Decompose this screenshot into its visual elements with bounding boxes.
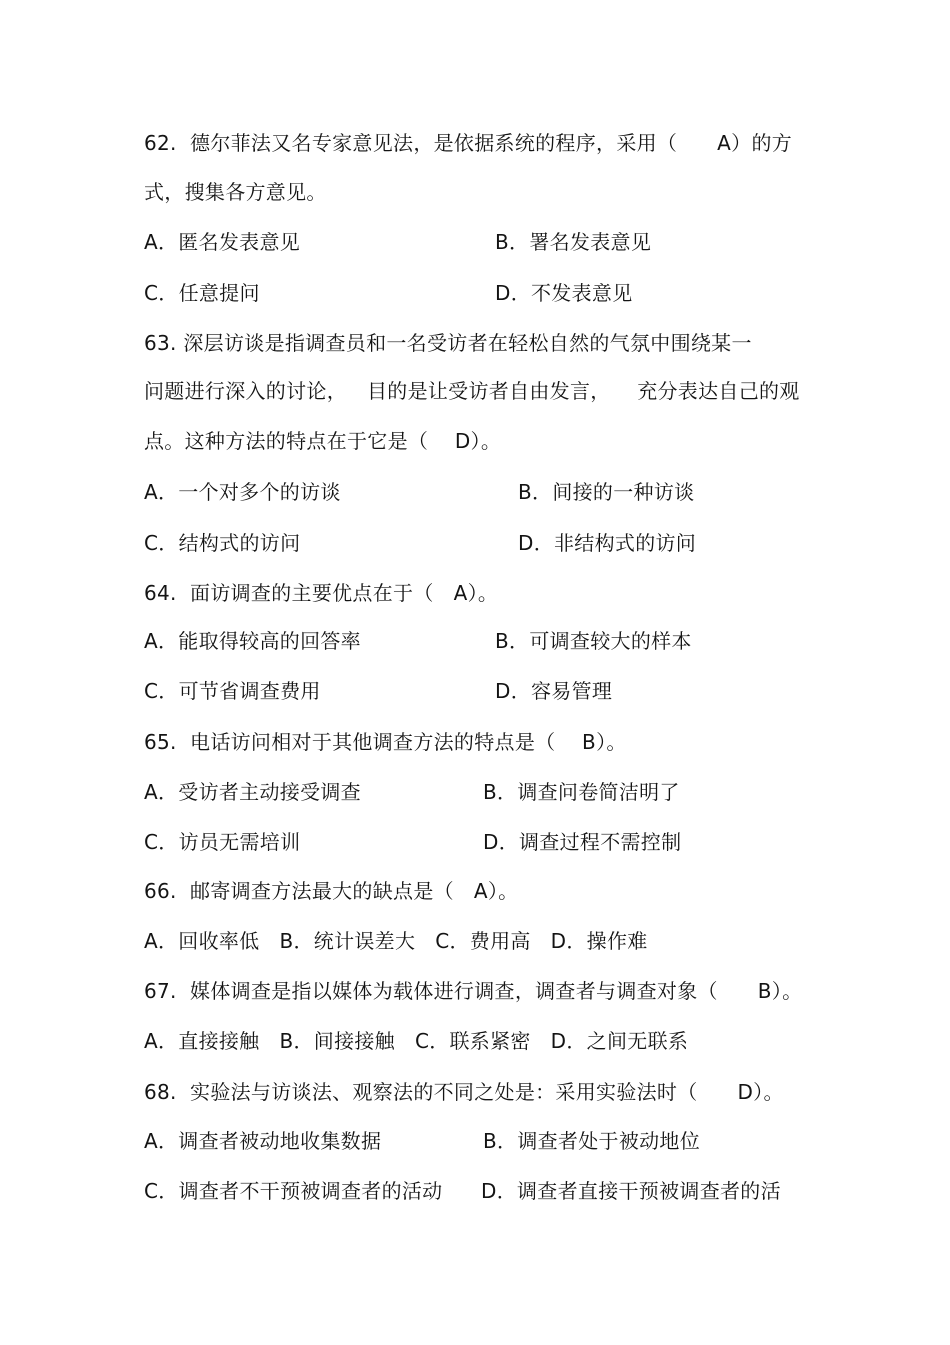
question-64-option-d: D．容易管理 xyxy=(495,679,613,703)
question-65-option-d: D．调查过程不需控制 xyxy=(483,830,682,854)
question-64-line-1: 64. 面访调查的主要优点在于（ A）。 xyxy=(144,581,499,605)
question-63-line-3: 点。这种方法的特点在于它是（ D）。 xyxy=(144,429,502,453)
question-63-option-b: B．间接的一种访谈 xyxy=(518,480,695,504)
question-62-option-d: D．不发表意见 xyxy=(495,281,633,305)
question-65-line-1: 65. 电话访问相对于其他调查方法的特点是（ B）。 xyxy=(144,730,627,754)
question-63-option-c: C．结构式的访问 xyxy=(144,531,301,555)
question-64-option-b: B．可调查较大的样本 xyxy=(495,629,692,653)
question-68-line-1: 68. 实验法与访谈法、观察法的不同之处是：采用实验法时（ D）。 xyxy=(144,1080,784,1104)
question-66-line-1: 66. 邮寄调查方法最大的缺点是（ A）。 xyxy=(144,879,519,903)
question-67-line-1: 67. 媒体调查是指以媒体为载体进行调查，调查者与调查对象（ B）。 xyxy=(144,979,803,1003)
question-62-option-a: A．匿名发表意见 xyxy=(144,230,301,254)
question-65-option-b: B．调查问卷简洁明了 xyxy=(483,780,680,804)
question-63-option-a: A．一个对多个的访谈 xyxy=(144,480,341,504)
question-68-option-a: A．调查者被动地收集数据 xyxy=(144,1129,382,1153)
question-68-option-d: D．调查者直接干预被调查者的活 xyxy=(481,1179,781,1203)
question-62-line-2: 式，搜集各方意见。 xyxy=(144,180,327,204)
question-62-option-b: B．署名发表意见 xyxy=(495,230,652,254)
question-63-line-1: 63. 深层访谈是指调查员和一名受访者在轻松自然的气氛中围绕某一 xyxy=(144,331,752,355)
question-67-options: A．直接接触 B．间接接触 C．联系紧密 D．之间无联系 xyxy=(144,1029,689,1053)
question-63-option-d: D．非结构式的访问 xyxy=(518,531,697,555)
question-64-option-c: C．可节省调查费用 xyxy=(144,679,321,703)
question-66-options: A．回收率低 B．统计误差大 C．费用高 D．操作难 xyxy=(144,929,648,953)
question-62-option-c: C．任意提问 xyxy=(144,281,260,305)
question-65-option-c: C．访员无需培训 xyxy=(144,830,301,854)
question-62-line-1: 62. 德尔菲法又名专家意见法，是依据系统的程序，采用（ A）的方 xyxy=(144,131,793,155)
question-65-option-a: A．受访者主动接受调查 xyxy=(144,780,361,804)
question-68-option-c: C．调查者不干预被调查者的活动 xyxy=(144,1179,443,1203)
question-63-line-2: 问题进行深入的讨论， 目的是让受访者自由发言， 充分表达自己的观 xyxy=(144,379,800,403)
question-68-option-b: B．调查者处于被动地位 xyxy=(483,1129,701,1153)
question-64-option-a: A．能取得较高的回答率 xyxy=(144,629,361,653)
